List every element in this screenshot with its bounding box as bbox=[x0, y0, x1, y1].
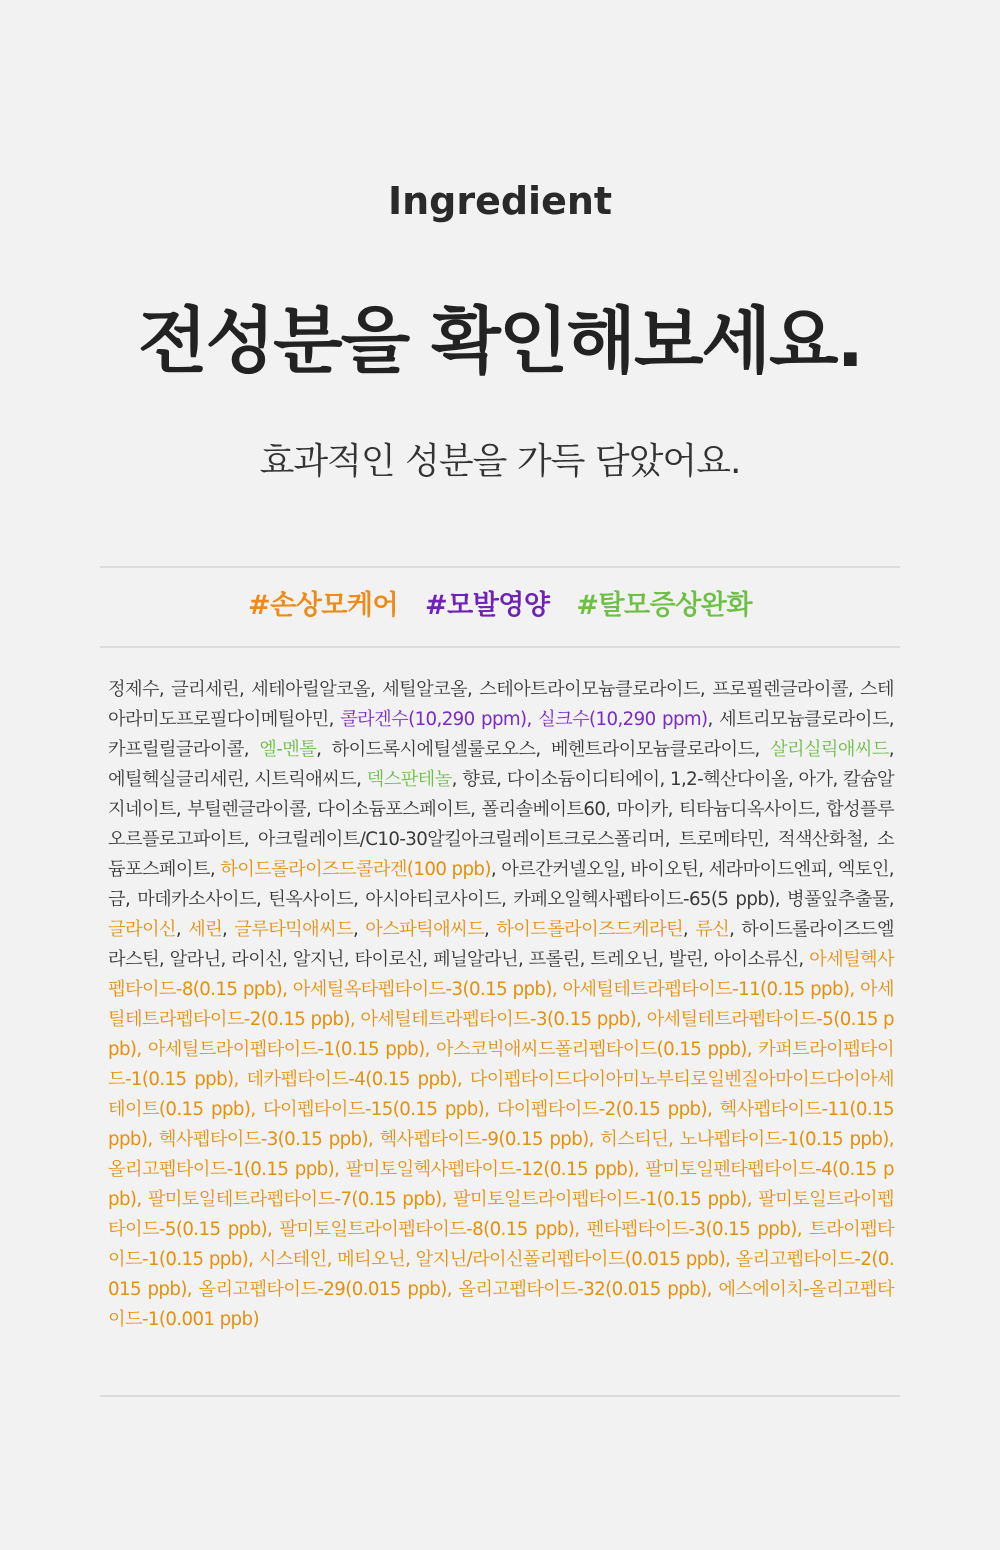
ingredient-highlight-orange: 세린 bbox=[188, 919, 223, 940]
page-subtitle: 효과적인 성분을 가득 담았어요. bbox=[259, 441, 741, 482]
page-title: 전성분을 확인해보세요. bbox=[138, 299, 862, 383]
hashtag-damaged-hair-care: #손상모케어 bbox=[248, 590, 399, 621]
ingredient-highlight-orange: 글라이신 bbox=[108, 919, 176, 940]
ingredient-highlight-orange: 하이드롤라이즈드케라틴 bbox=[496, 919, 683, 940]
bottom-divider bbox=[100, 1395, 900, 1397]
ingredient-text: , 하이드롤라이즈드엘라스틴, 알라닌, 라이신, 알지닌, 타이로신, 페닐알라닌, 프롤린, 트레오닌, 발린, 아이소류신, bbox=[108, 919, 894, 970]
ingredient-text: , 하이드록시에틸셀룰로오스, 베헨트라이모늄클로라이드, bbox=[316, 739, 770, 760]
ingredient-text: , bbox=[175, 919, 189, 940]
ingredient-text: , 세트리모늄클로라이드, 카프릴릴글라이콜, bbox=[108, 709, 894, 760]
hashtag-row bbox=[0, 586, 1000, 626]
ingredient-text: , 아르간커넬오일, 바이오틴, 세라마이드엔피, 엑토인, 금, 마데카소사이드, 틴옥사이드, 아시아티코사이드, 카페오일헥사펩타이드-65(5 ppb), 병풀잎추출물, bbox=[108, 859, 894, 910]
ingredient-highlight-green: 덱스판테놀 bbox=[366, 769, 452, 790]
top-divider bbox=[100, 566, 900, 568]
ingredient-text: , bbox=[222, 919, 235, 940]
middle-divider bbox=[100, 646, 900, 648]
ingredient-highlight-orange: 류신 bbox=[695, 919, 730, 940]
hashtag-hair-loss-relief: #탈모증상완화 bbox=[576, 590, 752, 621]
ingredient-highlight-orange: 하이드롤라이즈드콜라겐(100 ppb) bbox=[220, 859, 491, 880]
ingredient-highlight-orange: 아스파틱애씨드 bbox=[365, 919, 485, 940]
ingredient-text: , bbox=[484, 919, 497, 940]
ingredient-text: , 에틸헥실글리세린, 시트릭애씨드, bbox=[108, 739, 894, 790]
ingredient-highlight-orange: 아세틸헥사펩타이드-8(0.15 ppb), 아세틸옥타펩타이드-3(0.15 ppb), 아세틸테트라펩타이드-11(0.15 ppb), 아세틸테트라펩타이드-2(0.15 ppb), 아세틸테트라펩타이드-3(0.15 ppb), 아세틸테트라펩타이드-5(0.15 ppb), 아세틸트라이펩타이드-1(0.15 ppb), 아스코빅애씨드폴리펩타이드(0.15 ppb), 카퍼트라이펩타이드-1(0.15 ppb), 데카펩타이드-4(0.15 ppb), 다이펩타이드다이아미노부티로일벤질아마이드다이아세테이트(0.15 ppb), 다이펩타이드-15(0.15 ppb), 다이펩타이드-2(0.15 ppb), 헥사펩타이드-11(0.15 ppb), 헥사펩타이드-3(0.15 ppb), 헥사펩타이드-9(0.15 ppb), 히스티딘, 노나펩타이드-1(0.15 ppb), 올리고펩타이드-1(0.15 ppb), 팔미토일헥사펩타이드-12(0.15 ppb), 팔미토일펜타펩타이드-4(0.15 ppb), 팔미토일테트라펩타이드-7(0.15 ppb), 팔미토일트라이펩타이드-1(0.15 ppb), 팔미토일트라이펩타이드-5(0.15 ppb), 팔미토일트라이펩타이드-8(0.15 ppb), 펜타펩타이드-3(0.15 ppb), 트라이펩타이드-1(0.15 ppb), 시스테인, 메티오닌, 알지닌/라이신폴리펩타이드(0.015 ppb), 올리고펩타이드-2(0.015 ppb), 올리고펩타이드-29(0.015 ppb), 올리고펩타이드-32(0.015 ppb), 에스에이치-올리고펩타이드-1(0.001 ppb) bbox=[108, 949, 894, 1330]
ingredient-text: , bbox=[353, 919, 366, 940]
hashtag-hair-nutrition: #모발영양 bbox=[424, 590, 550, 621]
ingredient-highlight-purple: 콜라겐수(10,290 ppm), 실크수(10,290 ppm) bbox=[340, 709, 708, 730]
ingredient-text: , 향료, 다이소듐이디티에이, 1,2-헥산다이올, 아가, 칼슘알지네이트, 부틸렌글라이콜, 다이소듐포스페이트, 폴리솔베이트60, 마이카, 티타늄디옥사이드, 합성플루오르플로고파이트, 아크릴레이트/C10-30알킬아크릴레이트크로스폴리머, 트로메타민, 적색산화철, 소듐포스페이트, bbox=[108, 769, 894, 880]
ingredient-list bbox=[108, 675, 894, 1335]
ingredient-highlight-orange: 글루타믹애씨드 bbox=[234, 919, 354, 940]
ingredient-highlight-green: 살리실릭애씨드 bbox=[770, 739, 889, 760]
ingredient-text: 정제수, 글리세린, 세테아릴알코올, 세틸알코올, 스테아트라이모늄클로라이드, 프로필렌글라이콜, 스테아라미도프로필다이메틸아민, bbox=[108, 679, 894, 730]
ingredient-text: , bbox=[682, 919, 696, 940]
ingredient-highlight-green: 엘-멘톨 bbox=[259, 739, 317, 760]
section-eyebrow: Ingredient bbox=[387, 179, 613, 223]
